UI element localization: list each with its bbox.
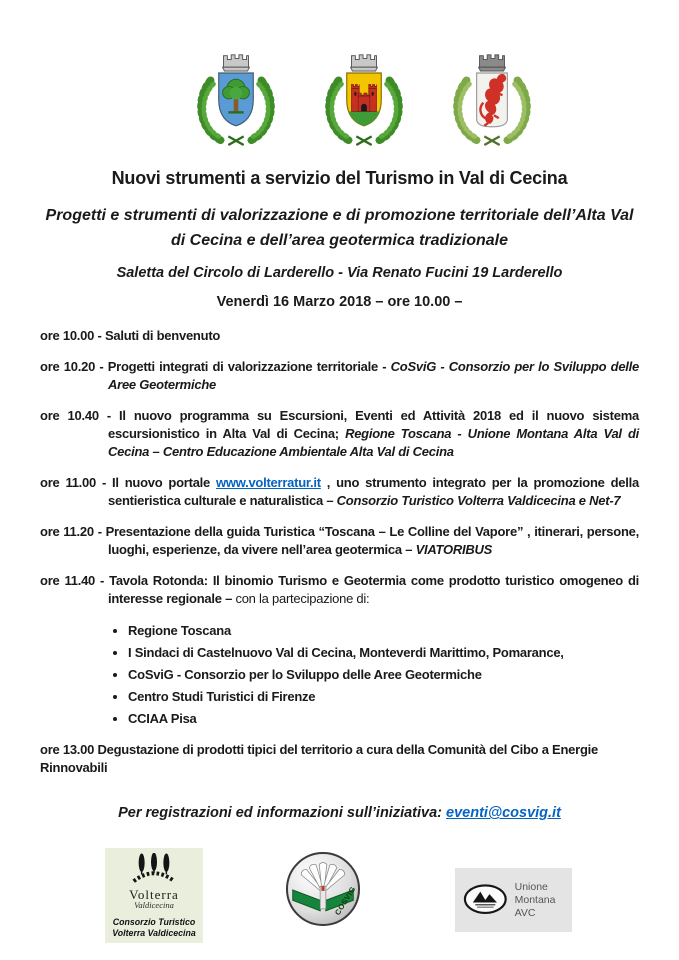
footer-logos [0, 844, 679, 949]
participant-item: • Centro Studi Turistici di Firenze [128, 687, 639, 706]
event-subtitle: Progetti e strumenti di valorizzazione e di promozione territoriale dell’Alta Val di Cecina e dell’area geotermica tradizionale [45, 207, 634, 249]
flyer-content [40, 168, 639, 821]
cosvig-wordmark: COSVIG [332, 884, 358, 917]
unione-label-line2: Montana AVC [514, 893, 556, 919]
time-label: ore 13.00 [40, 742, 95, 757]
program-text: - Saluti di benvenuto [97, 328, 221, 343]
mountains-oval-icon [462, 879, 509, 921]
participant-item: • CoSviG - Consorzio per lo Sviluppo delle Aree Geotermiche [128, 665, 639, 684]
registration-label: Per registrazioni ed informazioni sull’iniziativa: [118, 805, 447, 821]
volterratur-link[interactable]: www.volterratur.it [215, 475, 321, 490]
municipal-crests-row [24, 44, 679, 150]
unione-label-line1: Unione [514, 880, 548, 893]
participant-item: • Regione Toscana [128, 621, 639, 640]
municipal-crest-yellow-castle-icon [316, 44, 412, 150]
program-text: - Il nuovo portale [101, 475, 216, 490]
cosvig-emblem-icon [288, 854, 358, 924]
participants-list [40, 621, 639, 728]
municipal-crest-blue-tree-icon [188, 44, 284, 150]
program-item-1140 [40, 572, 639, 608]
program-text: - Presentazione della guida Turistica “Toscana – Le Colline del Vapore” , itinerari, persone, luoghi, esperienze, da vivere nell’area geotermica – [97, 524, 639, 557]
volterra-valdicecina-logo [105, 848, 203, 943]
participant-item: • I Sindaci di Castelnuovo Val di Cecina, Monteverdi Marittimo, Pomarance, [128, 643, 639, 662]
program-item-1000 [40, 327, 639, 345]
event-datetime: Venerdì 16 Marzo 2018 – ore 10.00 – [216, 294, 463, 310]
program-text: Degustazione di prodotti tipici del territorio a cura della Comunità del Cibo a Energie Rinnovabili [40, 742, 598, 775]
valdicecina-script: Valdicecina [134, 900, 174, 910]
registration-note [40, 805, 639, 821]
time-label: ore 10.00 [40, 328, 95, 343]
cypress-trees-icon [119, 853, 189, 883]
program-item-1100 [40, 474, 639, 510]
registration-email-link[interactable]: eventi@cosvig.it [446, 805, 561, 821]
event-venue: Saletta del Circolo di Larderello - Via Renato Fucini 19 Larderello [116, 265, 563, 281]
program-suffix: con la partecipazione di: [235, 591, 370, 606]
program-item-1020 [40, 358, 639, 394]
program-text: - Il nuovo programma su Escursioni, Eventi ed Attività 2018 ed il nuovo sistema escursionistico in Alta Val di Cecina; [106, 408, 639, 441]
program-credit: Consorzio Turistico Volterra Valdicecina e Net-7 [336, 493, 621, 508]
program-item-1040 [40, 407, 639, 461]
time-label: ore 11.40 [40, 573, 96, 588]
time-label: ore 10.40 [40, 408, 99, 423]
participant-item: • CCIAA Pisa [128, 709, 639, 728]
volterra-caption-line1: Consorzio Turistico [112, 917, 196, 927]
program-item-1120 [40, 523, 639, 559]
unione-montana-avc-logo [455, 868, 572, 932]
time-label: ore 11.20 [40, 524, 94, 539]
volterra-caption-line2: Volterra Valdicecina [112, 928, 196, 938]
program-credit: CoSviG - Consorzio per lo Sviluppo delle Aree Geotermiche [108, 359, 640, 392]
event-title: Nuovi strumenti a servizio del Turismo in Val di Cecina [111, 168, 568, 188]
program-text: - Progetti integrati di valorizzazione territoriale - [99, 359, 391, 374]
time-label: ore 10.20 [40, 359, 96, 374]
program-text: - Tavola Rotonda: Il binomio Turismo e Geotermia come prodotto turistico omogeneo di interesse regionale – [100, 573, 639, 606]
program-text: , uno strumento integrato per la promozione della sentieristica culturale e naturalistica – [108, 475, 639, 508]
program-item-1300 [40, 741, 639, 777]
program-credit: Regione Toscana - Unione Montana Alta Val di Cecina – Centro Educazione Ambientale Alta Val di Cecina [108, 426, 639, 459]
time-label: ore 11.00 [40, 475, 97, 490]
municipal-crest-silver-red-lion-icon [444, 44, 540, 150]
program-credit: VIATORIBUS [415, 542, 493, 557]
volterra-wordmark: Volterra [129, 887, 179, 902]
cosvig-logo [286, 852, 360, 926]
